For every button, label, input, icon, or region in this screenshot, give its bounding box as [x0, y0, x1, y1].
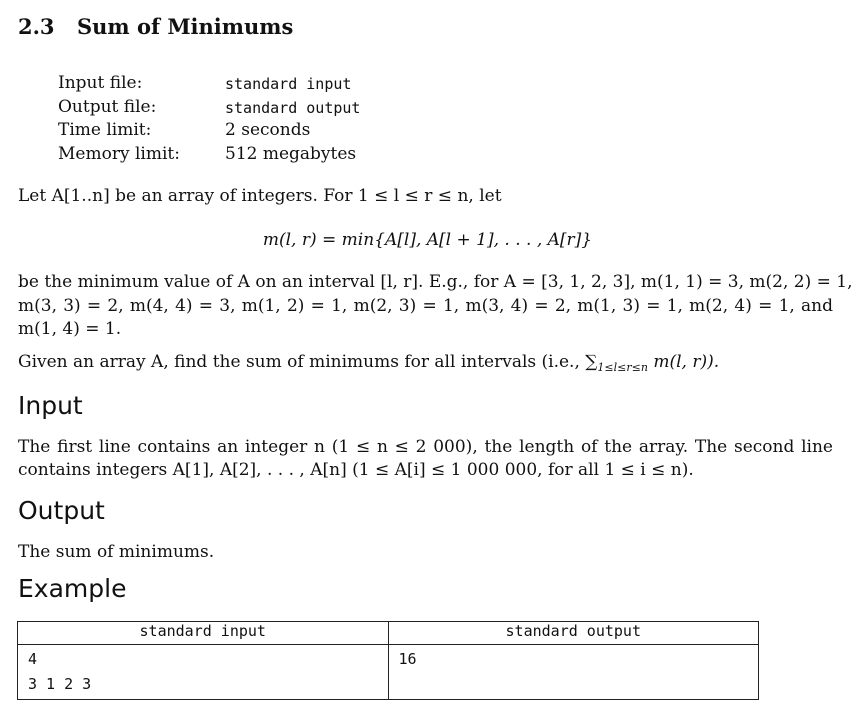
- task-sum-range: 1≤l≤r≤n: [597, 361, 648, 374]
- input-line-2: contains integers A[1], A[2], . . . , A[n] (1 ≤ A[i] ≤ 1 000 000, for all 1 ≤ i ≤ n).: [18, 460, 694, 480]
- task-suffix: m(l, r)).: [647, 352, 720, 372]
- limit-output-value: standard output: [225, 99, 361, 117]
- output-text: The sum of minimums.: [18, 542, 215, 562]
- limit-memory-value: 512 megabytes: [225, 144, 357, 164]
- example-table: [17, 621, 759, 700]
- example-output-header: standard output: [388, 622, 759, 645]
- limit-input-value: standard input: [225, 75, 352, 93]
- example-heading: Example: [18, 574, 127, 603]
- limit-input-label: Input file:: [58, 73, 143, 93]
- limit-memory-label: Memory limit:: [58, 144, 180, 164]
- limit-time-value: 2 seconds: [225, 120, 311, 140]
- output-heading: Output: [18, 496, 105, 525]
- task-sum-symbol: ∑: [585, 352, 598, 372]
- statement-intro: Let A[1..n] be an array of integers. For 1 ≤ l ≤ r ≤ n, let: [18, 186, 502, 206]
- limit-output-label: Output file:: [58, 97, 157, 117]
- problem-number: 2.3: [18, 14, 55, 39]
- statement-line-1: be the minimum value of A on an interval [l, r]. E.g., for A = [3, 1, 2, 3], m(1, 1) = 3, m(2, 2) = 1,: [18, 272, 853, 292]
- statement-line-2: m(3, 3) = 2, m(4, 4) = 3, m(1, 2) = 1, m(2, 3) = 1, m(3, 4) = 2, m(1, 3) = 1, m(2, 4) = 1, and: [18, 296, 833, 316]
- example-input-header: standard input: [18, 622, 389, 645]
- input-heading: Input: [18, 391, 83, 420]
- statement-task: [18, 352, 719, 374]
- task-prefix: Given an array A, find the sum of minimums for all intervals (i.e.,: [18, 352, 586, 372]
- example-input-cell: 4 3 1 2 3: [18, 645, 389, 700]
- limit-time-label: Time limit:: [58, 120, 152, 140]
- input-line-1: The first line contains an integer n (1 ≤ n ≤ 2 000), the length of the array. The second line: [18, 437, 833, 457]
- example-output-cell: 16: [388, 645, 759, 700]
- statement-line-3: m(1, 4) = 1.: [18, 319, 122, 339]
- statement-formula: m(l, r) = min{A[l], A[l + 1], . . . , A[r]}: [262, 230, 593, 250]
- problem-title: Sum of Minimums: [77, 14, 294, 39]
